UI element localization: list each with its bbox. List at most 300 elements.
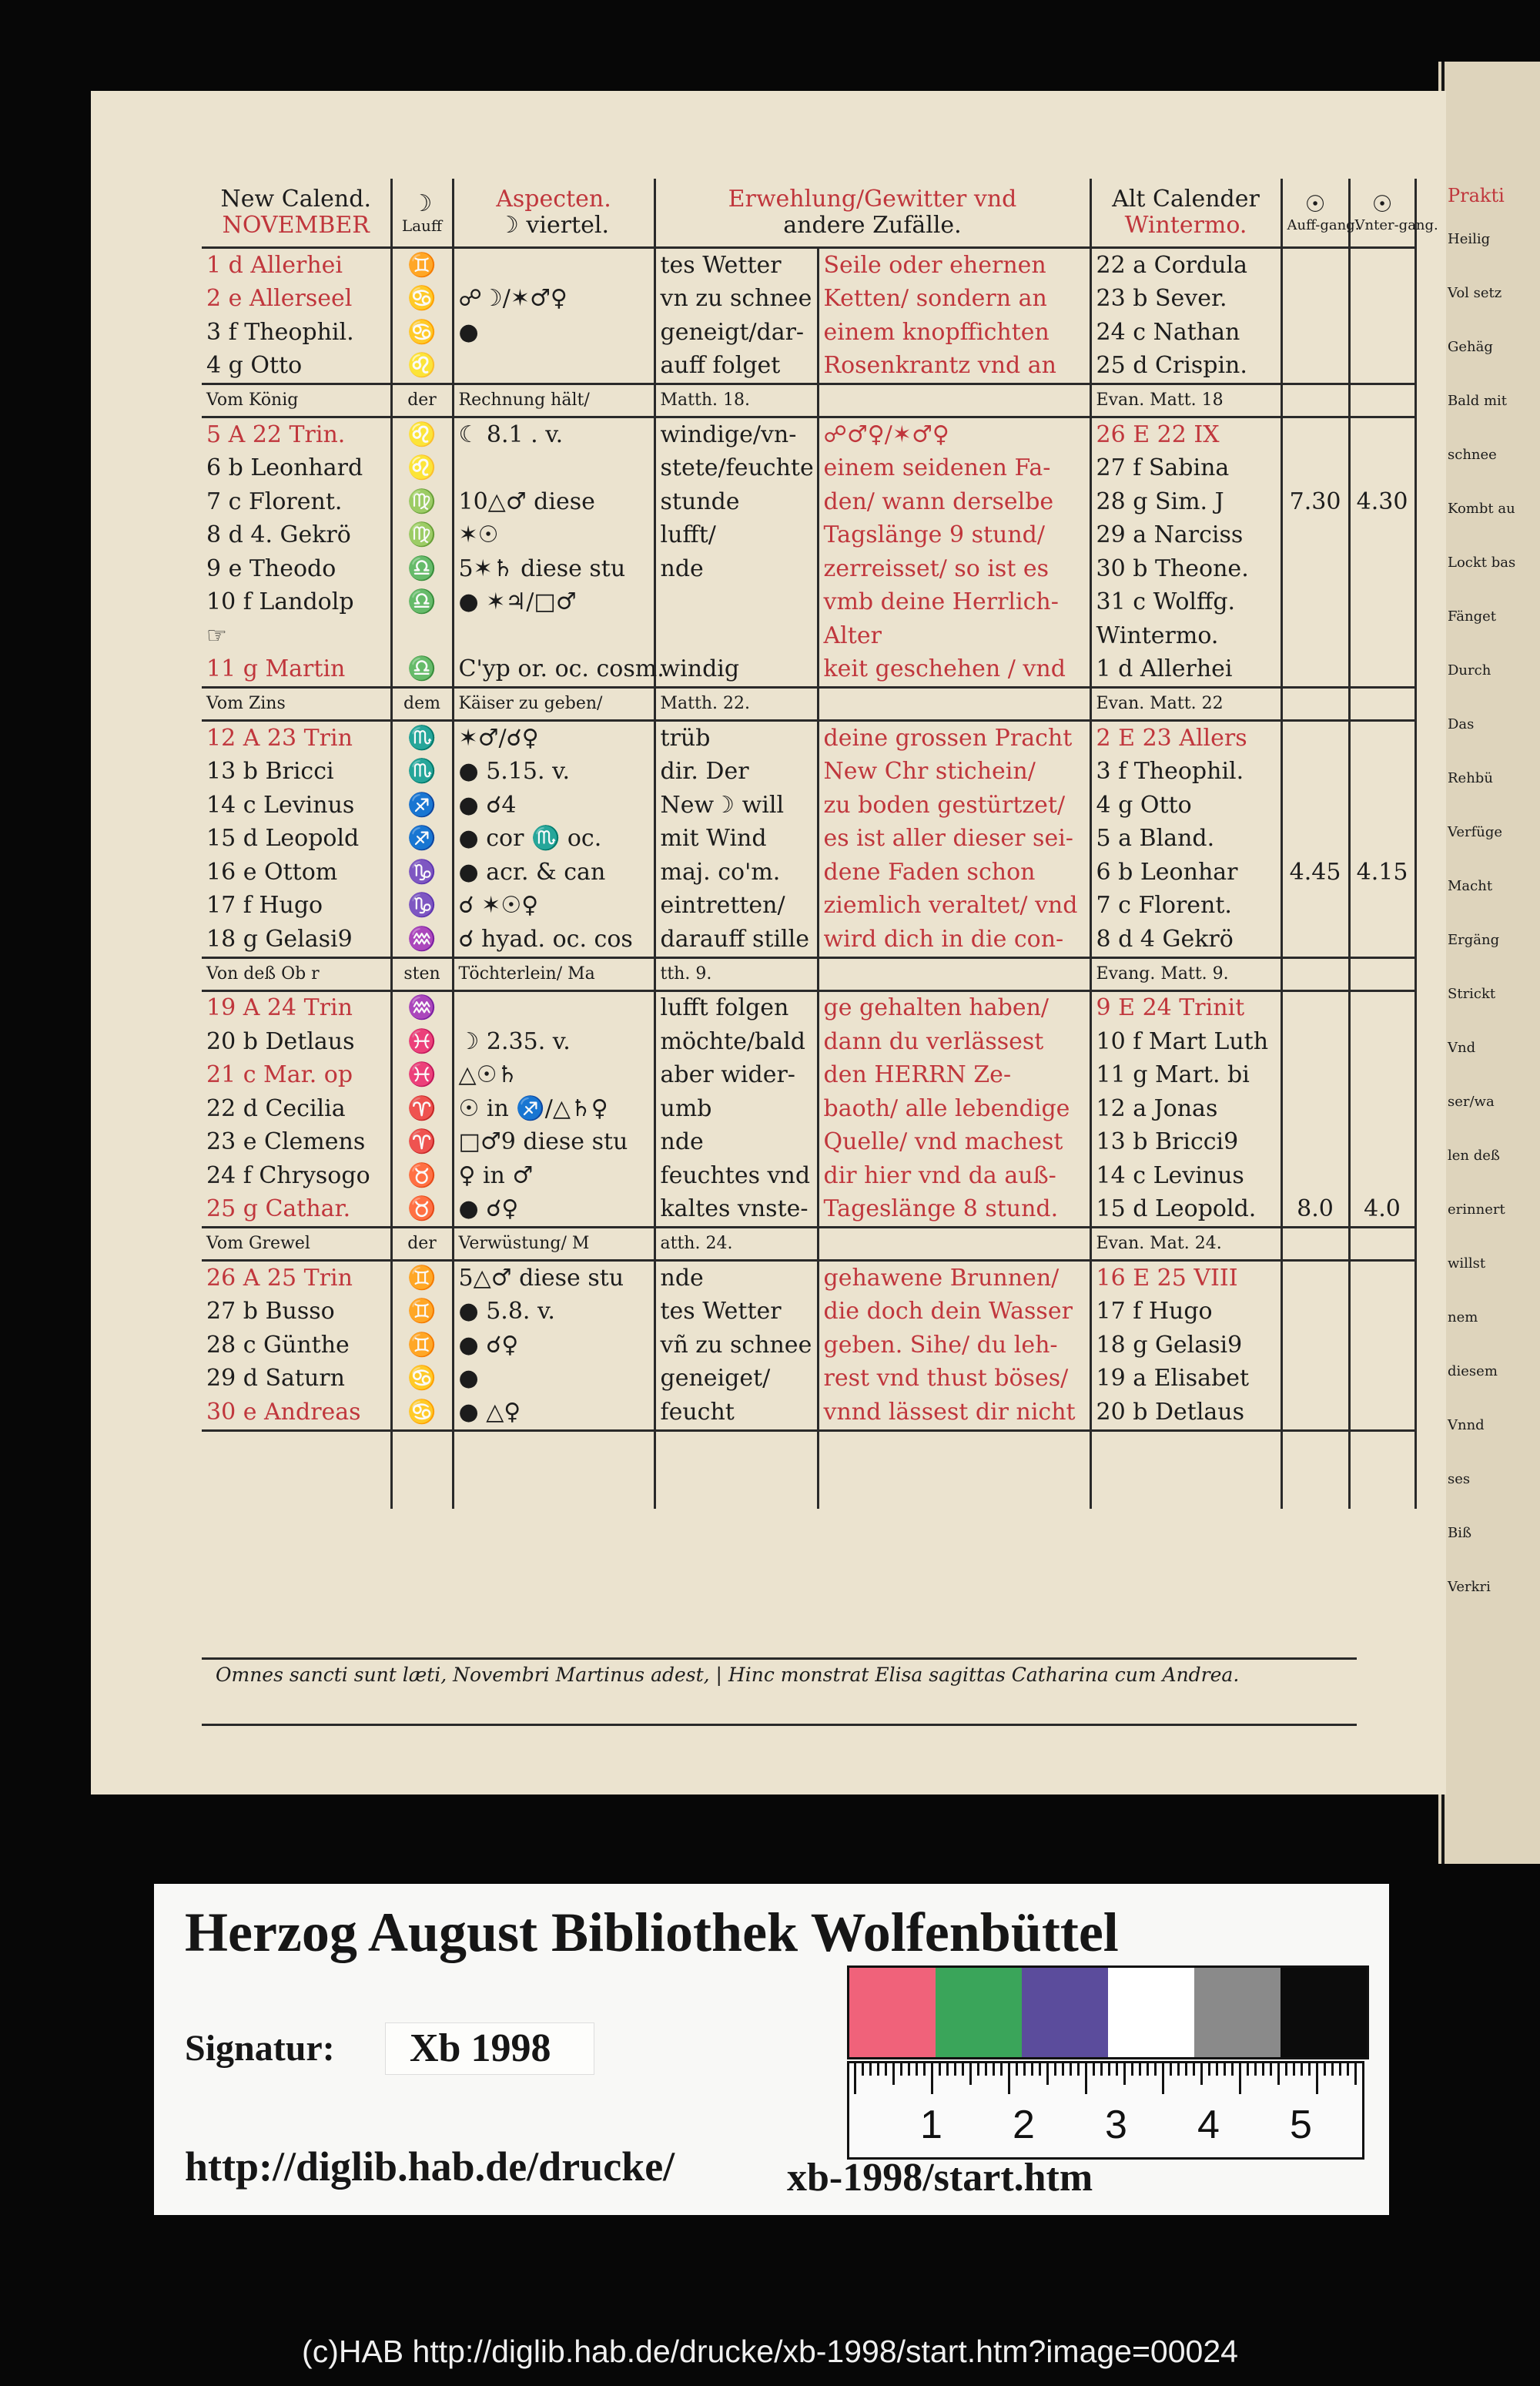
empty-cell	[818, 384, 1090, 417]
old-calendar-day: 29 a Narciss	[1090, 519, 1281, 553]
old-calendar-day: 27 f Sabina	[1090, 452, 1281, 486]
gospel-connector: der	[391, 1228, 453, 1261]
prophecy-text: den/ wann derselbe	[818, 485, 1090, 519]
new-calendar-day: 28 c Günthe	[206, 1331, 350, 1359]
sunset-time	[1349, 823, 1415, 856]
prophecy-text: gehawene Brunnen/	[818, 1261, 1090, 1295]
ruler-tick	[1339, 2063, 1341, 2076]
sunset-time	[1349, 283, 1415, 317]
facing-page-line: Kombt au	[1448, 501, 1515, 517]
ruler-tick	[1139, 2063, 1141, 2076]
sunset-time	[1349, 1396, 1415, 1430]
empty-cell	[1281, 957, 1349, 990]
aspect-cell: ♀ in ♂	[453, 1159, 654, 1193]
aspect-cell: ● ☌4	[453, 789, 654, 823]
calendar-day-row	[202, 1092, 1415, 1126]
header-old-calendar: Alt Calender Wintermo.	[1090, 179, 1281, 248]
old-calendar-day: 23 b Sever.	[1090, 283, 1281, 317]
measurement-ruler	[847, 2061, 1364, 2160]
calendar-day-row	[202, 283, 1415, 317]
calendar-day-row	[202, 1126, 1415, 1160]
aspect-cell	[453, 248, 654, 283]
weather-cell: lufft/	[654, 519, 818, 553]
ruler-tick	[1308, 2063, 1311, 2076]
weather-cell: mit Wind	[654, 823, 818, 856]
footer-copyright: (c)HAB http://diglib.hab.de/drucke/xb-1998/start.htm?image=00024	[302, 2334, 1238, 2369]
old-calendar-day: 19 a Elisabet	[1090, 1362, 1281, 1396]
sunrise-time	[1281, 823, 1349, 856]
header-new-calendar: New Calend. NOVEMBER	[202, 179, 391, 248]
old-calendar-day: 28 g Sim. J	[1090, 485, 1281, 519]
ruler-tick	[1301, 2063, 1303, 2076]
aspect-cell: ● ☌♀	[453, 1193, 654, 1228]
ruler-tick	[946, 2063, 949, 2076]
sunset-time	[1349, 923, 1415, 957]
sunday-gospel-title: Vom Grewel	[202, 1228, 391, 1261]
old-calendar-day: 15 d Leopold.	[1090, 1193, 1281, 1228]
ruler-tick	[977, 2063, 979, 2076]
aspect-cell: ● ✶♃/□♂	[453, 586, 654, 620]
aspect-cell	[453, 452, 654, 486]
weather-cell: dir. Der	[654, 756, 818, 789]
sunday-gospel-title: Von deß Ob r	[202, 957, 391, 990]
prophecy-text: deine grossen Pracht	[818, 721, 1090, 756]
facing-page-line: Verfüge	[1448, 824, 1503, 840]
color-patch	[1108, 1968, 1194, 2057]
sun-icon: ☉	[1304, 191, 1326, 218]
ruler-tick	[1262, 2063, 1264, 2076]
calendar-day-row	[202, 1193, 1415, 1228]
zodiac-icon: ♈	[391, 1126, 453, 1160]
weather-cell: vñ zu schnee	[654, 1329, 818, 1362]
new-calendar-day: 2 e Allerseel	[206, 285, 353, 313]
sunrise-time	[1281, 789, 1349, 823]
old-calendar-day: 14 c Levinus	[1090, 1159, 1281, 1193]
prophecy-text: zerreisset/ so ist es	[818, 552, 1090, 586]
empty-cell	[1281, 384, 1349, 417]
gospel-connector: dem	[391, 688, 453, 721]
sunset-time	[1349, 721, 1415, 756]
zodiac-icon: ♋	[391, 1396, 453, 1430]
prophecy-text: ☍♂♀/✶♂♀	[818, 417, 1090, 452]
prophecy-text: dann du verlässest	[818, 1025, 1090, 1059]
calendar-day-row	[202, 452, 1415, 486]
zodiac-icon: ♑	[391, 890, 453, 923]
sunset-time	[1349, 619, 1415, 653]
old-calendar-day: 12 a Jonas	[1090, 1092, 1281, 1126]
sunrise-time	[1281, 350, 1349, 384]
aspect-cell: C'yp or. oc. cosm.	[453, 653, 654, 688]
header-weather: Erwehlung/Gewitter vnd andere Zufälle.	[654, 179, 1090, 248]
calendar-header-row	[202, 179, 1415, 248]
weather-cell: feuchtes vnd	[654, 1159, 818, 1193]
sunday-gospel-title: Vom Zins	[202, 688, 391, 721]
facing-page-line: Rehbü	[1448, 770, 1493, 786]
weather-cell	[654, 619, 818, 653]
weather-cell: nde	[654, 1126, 818, 1160]
old-calendar-day: 31 c Wolffg.	[1090, 586, 1281, 620]
weather-cell: aber wider-	[654, 1059, 818, 1093]
ruler-tick	[1247, 2063, 1249, 2076]
new-calendar-day: 25 g Cathar.	[206, 1195, 351, 1223]
aspect-cell: ☉ in ♐/△♄♀	[453, 1092, 654, 1126]
calendar-day-row	[202, 890, 1415, 923]
sunrise-time	[1281, 1059, 1349, 1093]
prophecy-text: vnnd lässest dir nicht	[818, 1396, 1090, 1430]
weather-cell: stunde	[654, 485, 818, 519]
old-calendar-gospel: Evan. Matt. 22	[1090, 688, 1281, 721]
table-filler-row	[202, 1430, 1415, 1509]
ruler-tick	[1123, 2063, 1126, 2085]
facing-page-line: diesem	[1448, 1363, 1498, 1379]
empty-cell	[1281, 1430, 1349, 1509]
weather-cell: geneigt/dar-	[654, 316, 818, 350]
sunrise-time	[1281, 619, 1349, 653]
header-aspects: Aspecten. ☽ viertel.	[453, 179, 654, 248]
empty-cell	[391, 1430, 453, 1509]
prophecy-text: ziemlich veraltet/ vnd	[818, 890, 1090, 923]
weather-cell: möchte/bald	[654, 1025, 818, 1059]
weather-cell: New☽ will	[654, 789, 818, 823]
facing-page-line: Lockt bas	[1448, 555, 1516, 571]
ruler-tick	[1162, 2063, 1164, 2094]
calendar-day-row	[202, 1261, 1415, 1295]
zodiac-icon: ♍	[391, 519, 453, 553]
gospel-reference: atth. 24.	[654, 1228, 818, 1261]
calendar-day-row	[202, 586, 1415, 620]
sunrise-time	[1281, 1092, 1349, 1126]
sunrise-time	[1281, 721, 1349, 756]
zodiac-icon: ♒	[391, 923, 453, 957]
sunset-time: 4.15	[1349, 856, 1415, 890]
aspect-cell: ● ☌♀	[453, 1329, 654, 1362]
prophecy-text: baoth/ alle lebendige	[818, 1092, 1090, 1126]
color-patch	[936, 1968, 1022, 2057]
color-patch	[1194, 1968, 1281, 2057]
facing-page-line: ses	[1448, 1471, 1471, 1487]
url-part-1[interactable]: http://diglib.hab.de/drucke/	[185, 2143, 675, 2190]
prophecy-text: Tageslänge 8 stund.	[818, 1193, 1090, 1228]
calendar-day-row	[202, 990, 1415, 1025]
ruler-tick	[869, 2063, 872, 2076]
sunday-gospel-title: Vom König	[202, 384, 391, 417]
old-calendar-day: 22 a Cordula	[1090, 248, 1281, 283]
sunrise-time	[1281, 316, 1349, 350]
sunset-time	[1349, 417, 1415, 452]
old-calendar-gospel: Evan. Mat. 24.	[1090, 1228, 1281, 1261]
calendar-day-row	[202, 248, 1415, 283]
sunrise-time	[1281, 890, 1349, 923]
weather-cell: auff folget	[654, 350, 818, 384]
old-calendar-day: 20 b Detlaus	[1090, 1396, 1281, 1430]
ruler-tick	[916, 2063, 918, 2076]
aspect-cell: ● acr. & can	[453, 856, 654, 890]
prophecy-text: Rosenkrantz vnd an	[818, 350, 1090, 384]
new-calendar-day: 22 d Cecilia	[206, 1094, 346, 1122]
old-calendar-day: 30 b Theone.	[1090, 552, 1281, 586]
sunset-time	[1349, 1126, 1415, 1160]
aspect-cell: 10△♂ diese	[453, 485, 654, 519]
empty-cell	[1281, 1228, 1349, 1261]
zodiac-icon: ♉	[391, 1159, 453, 1193]
calendar-day-row	[202, 316, 1415, 350]
gospel-text: Verwüstung/ M	[453, 1228, 654, 1261]
old-calendar-day: 16 E 25 VIII	[1090, 1261, 1281, 1295]
calendar-day-row	[202, 1362, 1415, 1396]
prophecy-text: dir hier vnd da auß-	[818, 1159, 1090, 1193]
ruler-tick	[1100, 2063, 1103, 2076]
sunrise-time	[1281, 1159, 1349, 1193]
facing-page-line: Verkri	[1448, 1579, 1491, 1595]
zodiac-icon	[391, 619, 453, 653]
facing-page-line: Strickt	[1448, 986, 1496, 1002]
old-calendar-day: 17 f Hugo	[1090, 1295, 1281, 1329]
prophecy-text: dene Faden schon	[818, 856, 1090, 890]
zodiac-icon: ♒	[391, 990, 453, 1025]
ruler-tick	[1177, 2063, 1180, 2076]
facing-page-line: erinnert	[1448, 1201, 1505, 1218]
prophecy-text: Seile oder ehernen	[818, 248, 1090, 283]
color-patch	[1022, 1968, 1108, 2057]
ruler-tick	[1062, 2063, 1064, 2076]
empty-cell	[1349, 688, 1415, 721]
gospel-text: Rechnung hält/	[453, 384, 654, 417]
facing-page-line: Bald mit	[1448, 393, 1508, 409]
calendar-day-row	[202, 653, 1415, 688]
aspect-cell	[453, 619, 654, 653]
aspect-cell: △☉♄	[453, 1059, 654, 1093]
weather-cell: eintretten/	[654, 890, 818, 923]
ruler-tick	[1046, 2063, 1049, 2085]
ruler-tick	[1077, 2063, 1080, 2076]
old-calendar-day: 13 b Bricci9	[1090, 1126, 1281, 1160]
new-calendar-day: 9 e Theodo	[206, 555, 336, 582]
prophecy-text: vmb deine Herrlich-	[818, 586, 1090, 620]
ruler-tick	[1008, 2063, 1010, 2094]
prophecy-text: Quelle/ vnd machest	[818, 1126, 1090, 1160]
ruler-tick	[1362, 2063, 1364, 2076]
zodiac-icon: ♋	[391, 1362, 453, 1396]
ruler-tick	[1016, 2063, 1018, 2076]
prophecy-text: zu boden gestürtzet/	[818, 789, 1090, 823]
zodiac-icon: ♎	[391, 653, 453, 688]
prophecy-text: einem knopffichten	[818, 316, 1090, 350]
section-gospel-row	[202, 1228, 1415, 1261]
new-calendar-day: 5 A 22 Trin.	[206, 421, 346, 448]
aspect-cell: ●	[453, 1362, 654, 1396]
facing-page-text	[1448, 154, 1540, 1617]
new-calendar-day: 23 e Clemens	[206, 1128, 366, 1156]
ruler-tick	[900, 2063, 902, 2076]
zodiac-icon: ♊	[391, 248, 453, 283]
new-calendar-day: 13 b Bricci	[206, 758, 334, 786]
old-calendar-day: 1 d Allerhei	[1090, 653, 1281, 688]
prophecy-text: wird dich in die con-	[818, 923, 1090, 957]
gospel-reference: Matth. 22.	[654, 688, 818, 721]
weather-cell: stete/feuchte	[654, 452, 818, 486]
weather-cell: windige/vn-	[654, 417, 818, 452]
calendar-day-row	[202, 417, 1415, 452]
ruler-tick	[1270, 2063, 1272, 2076]
old-calendar-day: 10 f Mart Luth	[1090, 1025, 1281, 1059]
new-calendar-day: 17 f Hugo	[206, 892, 323, 920]
weather-cell: lufft folgen	[654, 990, 818, 1025]
empty-cell	[818, 1430, 1090, 1509]
prophecy-text: einem seidenen Fa-	[818, 452, 1090, 486]
zodiac-icon: ♌	[391, 452, 453, 486]
weather-cell: windig	[654, 653, 818, 688]
sunrise-time	[1281, 519, 1349, 553]
motto-rule-bottom	[202, 1724, 1357, 1726]
calendar-day-row	[202, 485, 1415, 519]
new-calendar-day: 14 c Levinus	[206, 791, 355, 819]
old-calendar-day: 9 E 24 Trinit	[1090, 990, 1281, 1025]
ruler-tick	[954, 2063, 956, 2076]
facing-page-line: Biß	[1448, 1525, 1472, 1541]
new-calendar-day: 8 d 4. Gekrö	[206, 521, 351, 549]
calendar-day-row	[202, 856, 1415, 890]
ruler-tick	[1231, 2063, 1234, 2076]
ruler-number: 1	[920, 2103, 942, 2147]
ruler-tick	[1070, 2063, 1072, 2076]
sunrise-time	[1281, 1295, 1349, 1329]
sunset-time	[1349, 316, 1415, 350]
url-part-2[interactable]: xb-1998/start.htm	[787, 2156, 1093, 2200]
old-calendar-gospel: Evang. Matt. 9.	[1090, 957, 1281, 990]
library-name: Herzog August Bibliothek Wolfenbüttel	[185, 1902, 1119, 1963]
ruler-number: 3	[1105, 2103, 1127, 2147]
weather-cell: maj. co'm.	[654, 856, 818, 890]
zodiac-icon: ♐	[391, 823, 453, 856]
ruler-tick	[1039, 2063, 1041, 2076]
sunset-time	[1349, 1362, 1415, 1396]
signatur-label: Signatur:	[185, 2028, 335, 2069]
zodiac-icon: ♏	[391, 756, 453, 789]
prophecy-text: Alter	[818, 619, 1090, 653]
sunrise-time	[1281, 1261, 1349, 1295]
facing-page-line: Macht	[1448, 878, 1493, 894]
old-calendar-gospel: Evan. Matt. 18	[1090, 384, 1281, 417]
facing-page-line: willst	[1448, 1255, 1486, 1272]
calendar-day-row	[202, 1159, 1415, 1193]
aspect-cell	[453, 350, 654, 384]
empty-cell	[453, 1430, 654, 1509]
empty-cell	[1349, 384, 1415, 417]
new-calendar-day: 11 g Martin	[206, 655, 346, 683]
ruler-tick	[1170, 2063, 1172, 2076]
sunrise-time	[1281, 552, 1349, 586]
zodiac-icon: ♓	[391, 1025, 453, 1059]
calendar-day-row	[202, 519, 1415, 553]
ruler-tick	[1000, 2063, 1003, 2076]
aspect-cell: ● 5.8. v.	[453, 1295, 654, 1329]
zodiac-icon: ♍	[391, 485, 453, 519]
sunset-time	[1349, 653, 1415, 688]
sunrise-time	[1281, 248, 1349, 283]
old-calendar-day: 18 g Gelasi9	[1090, 1329, 1281, 1362]
facing-page-line: Heilig	[1448, 231, 1491, 247]
new-calendar-day: 20 b Detlaus	[206, 1027, 355, 1055]
sunrise-time	[1281, 923, 1349, 957]
ruler-number: 4	[1197, 2103, 1220, 2147]
aspect-cell: 5✶♄ diese stu	[453, 552, 654, 586]
sunset-time	[1349, 1329, 1415, 1362]
ruler-tick	[1285, 2063, 1287, 2076]
weather-cell: kaltes vnste-	[654, 1193, 818, 1228]
gospel-reference: tth. 9.	[654, 957, 818, 990]
ruler-tick	[877, 2063, 879, 2076]
aspect-cell: ● cor ♏ oc.	[453, 823, 654, 856]
ruler-tick	[1185, 2063, 1187, 2076]
sunrise-time	[1281, 417, 1349, 452]
calendar-day-row	[202, 1329, 1415, 1362]
empty-cell	[1281, 688, 1349, 721]
aspect-cell: ●	[453, 316, 654, 350]
ruler-tick	[985, 2063, 987, 2076]
ruler-tick	[1208, 2063, 1210, 2076]
zodiac-icon: ♎	[391, 552, 453, 586]
latin-motto: Omnes sancti sunt læti, Novembri Martinus adest, | Hinc monstrat Elisa sagittas Catharina cum Andrea.	[216, 1664, 1240, 1686]
aspect-cell: ☾ 8.1 . v.	[453, 417, 654, 452]
ruler-tick	[1054, 2063, 1056, 2076]
new-calendar-day: 27 b Busso	[206, 1298, 335, 1325]
zodiac-icon: ♑	[391, 856, 453, 890]
prophecy-text: ge gehalten haben/	[818, 990, 1090, 1025]
sunset-time	[1349, 1025, 1415, 1059]
new-calendar-day: 4 g Otto	[206, 352, 303, 380]
sunset-time	[1349, 990, 1415, 1025]
ruler-tick	[1293, 2063, 1295, 2076]
sunrise-time	[1281, 1126, 1349, 1160]
old-calendar-day: 5 a Bland.	[1090, 823, 1281, 856]
new-calendar-day: 10 f Landolp	[206, 588, 354, 616]
aspect-cell: ● 5.15. v.	[453, 756, 654, 789]
aspect-cell: ✶♂/☌♀	[453, 721, 654, 756]
new-calendar-day: 15 d Leopold	[206, 825, 360, 853]
aspect-cell	[453, 990, 654, 1025]
ruler-tick	[931, 2063, 933, 2094]
sunrise-time: 4.45	[1281, 856, 1349, 890]
new-calendar-day: 24 f Chrysogo	[206, 1161, 370, 1189]
new-calendar-day: 6 b Leonhard	[206, 454, 363, 482]
facing-page-line: Das	[1448, 716, 1475, 732]
weather-cell: darauff stille	[654, 923, 818, 957]
facing-page-line: Ergäng	[1448, 932, 1500, 948]
weather-cell: tes Wetter	[654, 1295, 818, 1329]
ruler-tick	[885, 2063, 887, 2076]
zodiac-icon: ♊	[391, 1261, 453, 1295]
prophecy-text: New Chr stichein/	[818, 756, 1090, 789]
old-calendar-day: 4 g Otto	[1090, 789, 1281, 823]
facing-page-line: Fänget	[1448, 608, 1496, 625]
calendar-table	[202, 179, 1438, 1509]
sunrise-time	[1281, 1396, 1349, 1430]
ruler-number: 5	[1290, 2103, 1312, 2147]
weather-cell: nde	[654, 552, 818, 586]
calendar-day-row	[202, 1295, 1415, 1329]
aspect-cell: ☍☽/✶♂♀	[453, 283, 654, 317]
weather-cell: trüb	[654, 721, 818, 756]
ruler-tick	[1154, 2063, 1157, 2076]
facing-page-line: nem	[1448, 1309, 1478, 1325]
sunset-time	[1349, 890, 1415, 923]
ruler-tick	[1031, 2063, 1033, 2076]
new-calendar-day: 29 d Saturn	[206, 1365, 345, 1392]
new-calendar-day: 26 A 25 Trin	[206, 1264, 353, 1292]
old-calendar-day: 25 d Crispin.	[1090, 350, 1281, 384]
facing-page-line: ser/wa	[1448, 1094, 1495, 1110]
old-calendar-day: 11 g Mart. bi	[1090, 1059, 1281, 1093]
